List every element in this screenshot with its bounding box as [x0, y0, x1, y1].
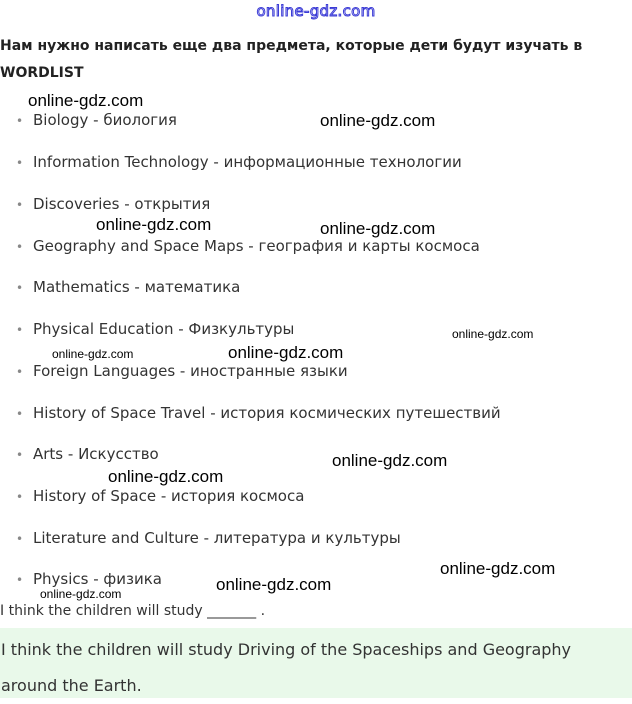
list-item-text: Mathematics - математика [33, 278, 241, 296]
watermark: online-gdz.com [40, 587, 122, 601]
list-item-text: Discoveries - открытия [33, 195, 211, 213]
list-item-text: Literature and Culture - литература и культуры [33, 529, 401, 547]
exercise-prompt: I think the children will study _______ . [0, 603, 266, 619]
list-item-text: Foreign Languages - иностранные языки [33, 362, 348, 380]
watermark: online-gdz.com [216, 575, 332, 594]
list-item-text: Physics - физика [33, 570, 162, 588]
answer-text: I think the children will study Driving of the Spaceships and Geography around the Earth. [1, 640, 572, 695]
list-item-text: Information Technology - информационные технологии [33, 153, 462, 171]
list-item [16, 443, 159, 465]
list-item [16, 360, 348, 382]
bullet-icon: • [16, 114, 24, 128]
watermark: online-gdz.com [320, 111, 436, 130]
watermark: online-gdz.com [52, 347, 134, 361]
bullet-icon: • [16, 198, 24, 212]
list-item [16, 109, 177, 131]
watermark: online-gdz.com [108, 467, 224, 486]
watermark: online-gdz.com [452, 327, 534, 341]
list-item [16, 402, 501, 424]
bullet-icon: • [16, 365, 24, 379]
watermark: online-gdz.com [28, 91, 144, 110]
list-item [16, 151, 462, 173]
bullet-icon: • [16, 573, 24, 587]
bullet-icon: • [16, 281, 24, 295]
bullet-icon: • [16, 156, 24, 170]
list-item [16, 527, 401, 549]
list-item-text: Geography and Space Maps - география и карты космоса [33, 237, 480, 255]
bullet-icon: • [16, 323, 24, 337]
list-item [16, 193, 210, 215]
list-item [16, 276, 240, 298]
bullet-icon: • [16, 407, 24, 421]
watermark: online-gdz.com [228, 343, 344, 362]
bullet-icon: • [16, 448, 24, 462]
list-item-text: History of Space - история космоса [33, 487, 305, 505]
list-item-text: Arts - Искусство [33, 445, 159, 463]
list-item-text: History of Space Travel - история космических путешествий [33, 404, 501, 422]
watermark: online-gdz.com [332, 451, 448, 470]
bullet-icon: • [16, 490, 24, 504]
list-item-text: Physical Education - Физкультуры [33, 320, 295, 338]
list-item [16, 318, 294, 340]
watermark: online-gdz.com [440, 559, 556, 578]
list-item [16, 485, 304, 507]
watermark: online-gdz.com [320, 219, 436, 238]
answer-box [0, 628, 632, 698]
task-text: Нам нужно написать еще два предмета, которые дети будут изучать в WORDLIST [0, 38, 583, 81]
bullet-icon: • [16, 532, 24, 546]
list-item-text: Biology - биология [33, 111, 177, 129]
header-watermark: online-gdz.com [256, 2, 376, 20]
watermark: online-gdz.com [96, 215, 212, 234]
bullet-icon: • [16, 240, 24, 254]
